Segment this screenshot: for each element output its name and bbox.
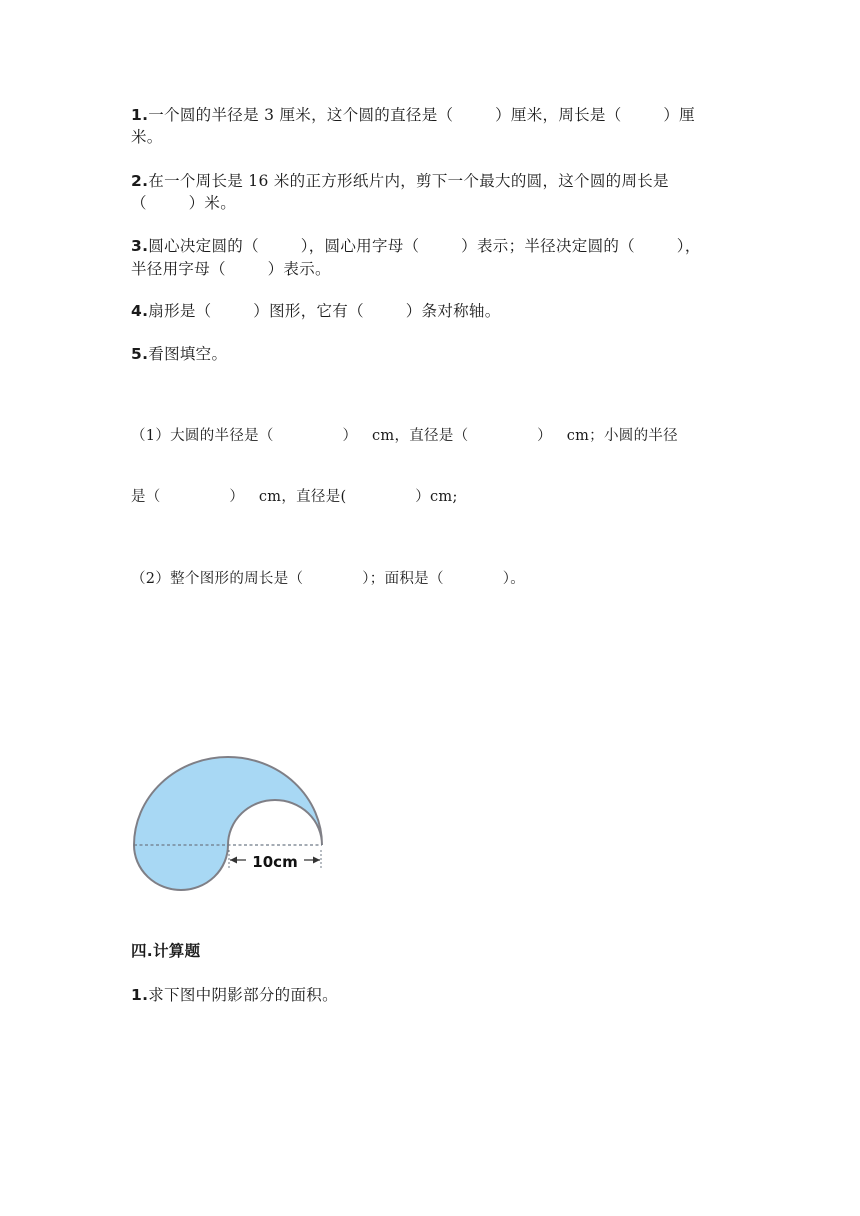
question-4-text: 扇形是（ ）图形，它有（ ）条对称轴。 <box>148 302 501 320</box>
question-4-line-1 <box>131 300 501 322</box>
question-4-number: 4. <box>131 302 149 320</box>
question-2-text: 在一个周长是 16 米的正方形纸片内，剪下一个最大的圆，这个圆的周长是 <box>148 172 669 190</box>
question-5-number: 5. <box>131 345 149 363</box>
question-2-line-2: （ ）米。 <box>131 194 237 212</box>
section-question-1-number: 1. <box>131 986 149 1004</box>
question-1-line-2: 米。 <box>131 128 163 146</box>
question-1-line-1 <box>131 104 695 126</box>
dimension-arrow-right <box>313 857 320 864</box>
question-5-text: 看图填空。 <box>148 345 228 363</box>
dimension-arrow-left <box>230 857 237 864</box>
question-3-line-1 <box>131 235 701 257</box>
circle-figure <box>128 752 328 900</box>
section-question-1-text: 求下图中阴影部分的面积。 <box>148 986 338 1004</box>
question-2-line-1 <box>131 170 669 192</box>
question-3-text: 圆心决定圆的（ ），圆心用字母（ ）表示；半径决定圆的（ ）， <box>148 237 701 255</box>
question-3-number: 3. <box>131 237 149 255</box>
sub-question-1-line-1: （1）大圆的半径是（ ） cm，直径是（ ） cm；小圆的半径 <box>131 428 678 444</box>
question-1-number: 1. <box>131 106 149 124</box>
dimension-label: 10cm <box>252 853 298 871</box>
section-heading: 四.计算题 <box>131 942 201 960</box>
question-3-line-2: 半径用字母（ ）表示。 <box>131 260 331 278</box>
question-1-text: 一个圆的半径是 3 厘米，这个圆的直径是（ ）厘米，周长是（ ）厘 <box>148 106 695 124</box>
sub-question-1-line-2: 是（ ） cm，直径是( ）cm; <box>131 489 458 505</box>
sub-question-2: （2）整个图形的周长是（ ）；面积是（ ）。 <box>131 571 526 587</box>
circle-figure-svg <box>128 752 328 900</box>
section-question-1 <box>131 984 338 1006</box>
question-2-number: 2. <box>131 172 149 190</box>
question-5-line-1 <box>131 343 227 365</box>
